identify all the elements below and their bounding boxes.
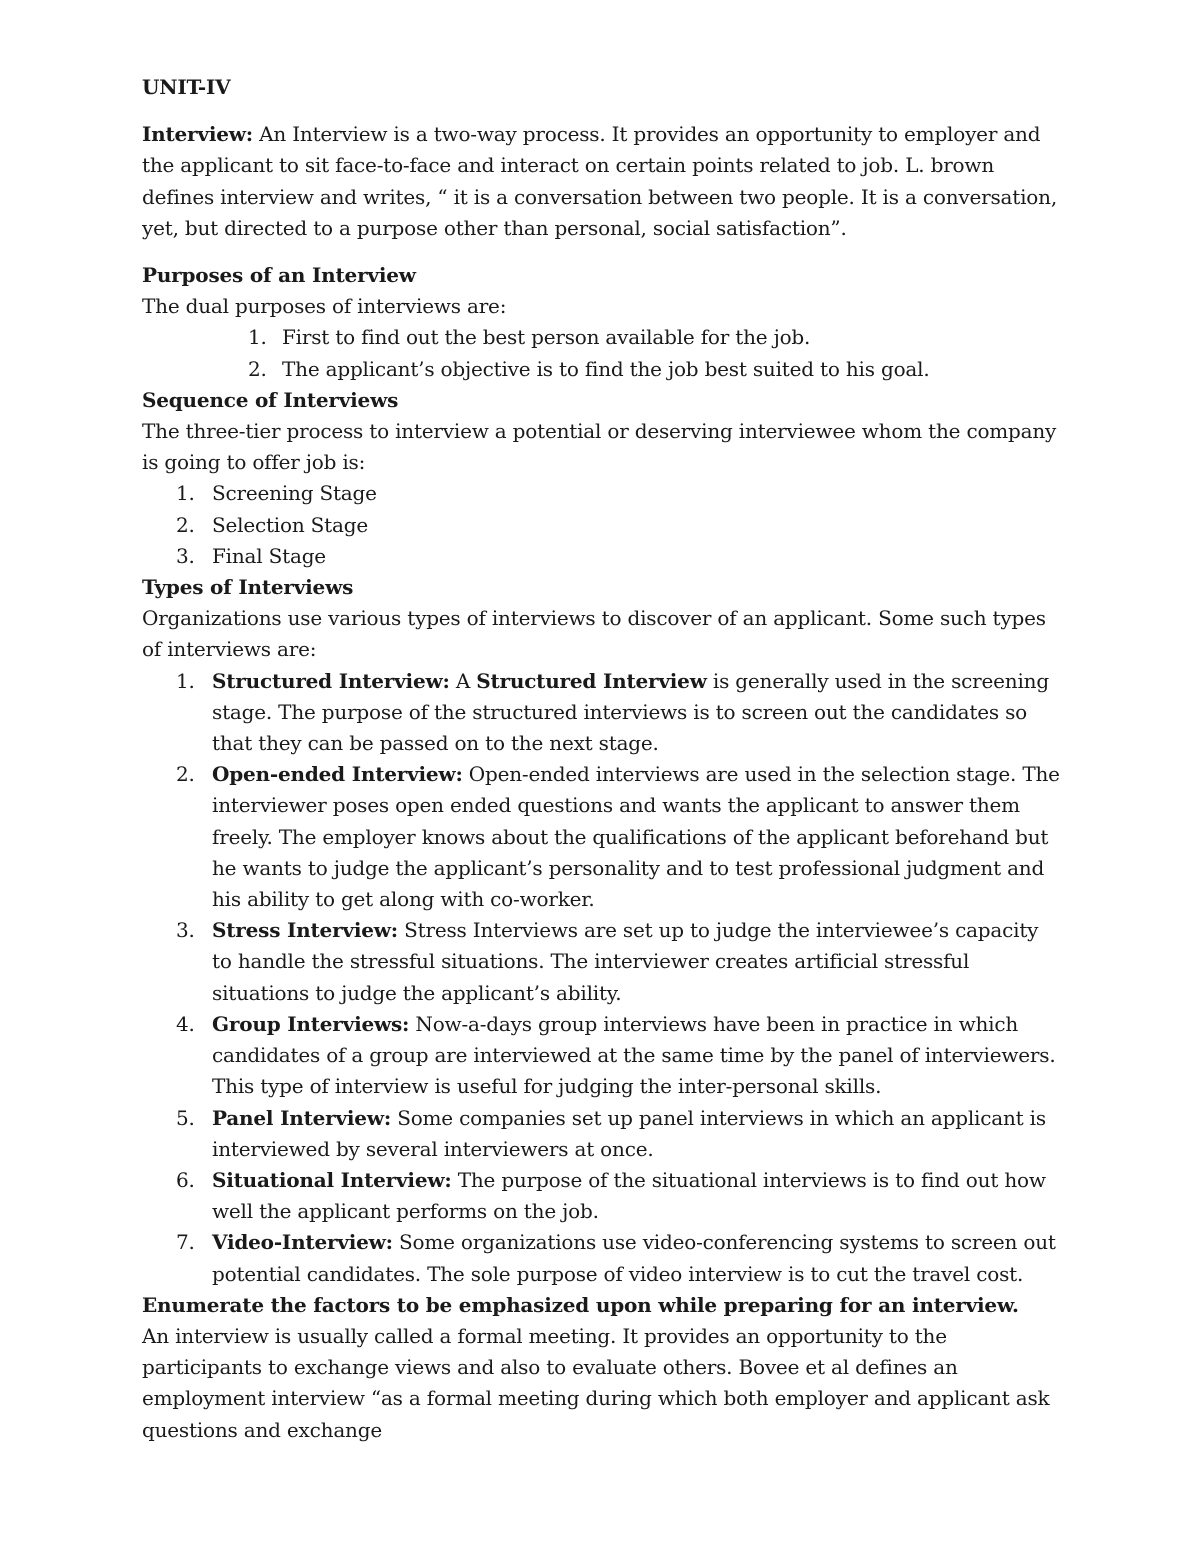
list-item (142, 322, 1062, 353)
list-term: Open-ended Interview: (212, 762, 463, 787)
list-text: Screening Stage (212, 481, 377, 506)
types-lead: Organizations use various types of interviews to discover of an applicant. Some such types of interviews are: (142, 606, 1046, 662)
sequence-lead: The three-tier process to interview a potential or deserving interviewee whom the company is going to offer job is: (142, 419, 1057, 475)
list-number: 2. (176, 512, 195, 537)
list-number: 7. (176, 1230, 195, 1255)
list-text: A (449, 668, 477, 693)
list-number: 1. (176, 668, 195, 693)
list-item (142, 759, 1062, 915)
list-item (142, 1165, 1062, 1227)
list-term: Stress Interview: (212, 918, 398, 943)
purposes-list (142, 322, 1062, 384)
enumerate-heading: Enumerate the factors to be emphasized upon while preparing for an interview. (142, 1292, 1019, 1317)
list-text: Final Stage (212, 543, 326, 568)
list-item (142, 1009, 1062, 1103)
list-text: Open-ended interviews are used in the selection stage. The interviewer poses open ended questions and wants the applicant to answer them freely. The employer knows about the qualifications of the applicant beforehand but he wants to judge the applicant’s personality and to test professional judgment and his ability to get along with co-worker. (212, 762, 1060, 912)
list-number: 1. (248, 325, 267, 350)
list-text: The applicant’s objective is to find the job best suited to his goal. (282, 356, 930, 381)
sequence-list (142, 478, 1062, 572)
list-term: Structured Interview: (212, 668, 450, 693)
list-number: 1. (176, 481, 195, 506)
types-list (142, 666, 1062, 1290)
enumerate-paragraph: An interview is usually called a formal meeting. It provides an opportunity to the participants to exchange views and also to evaluate others. Bovee et al defines an employment interview “as a formal meeting during which both employer and applicant ask questions and exchange (142, 1323, 1050, 1442)
list-term: Situational Interview: (212, 1167, 452, 1192)
intro-paragraph (142, 119, 1062, 244)
list-number: 2. (248, 356, 267, 381)
list-text: is generally used in the screening stage. The purpose of the structured interviews is to screen out the candidates so that they can be passed on to the next stage. (212, 668, 1049, 756)
list-text: Some companies set up panel interviews in which an applicant is interviewed by several interviewers at once. (212, 1105, 1046, 1161)
intro-text: An Interview is a two-way process. It provides an opportunity to employer and the applicant to sit face-to-face and interact on certain points related to job. L. brown defines interview and writes, “ it is a conversation between two people. It is a conversation, yet, but directed to a purpose other than personal, social satisfaction”. (142, 122, 1057, 240)
list-term: Video-Interview: (212, 1230, 393, 1255)
purposes-lead: The dual purposes of interviews are: (142, 294, 507, 319)
purposes-heading: Purposes of an Interview (142, 263, 416, 288)
list-number: 4. (176, 1011, 195, 1036)
list-number: 6. (176, 1167, 195, 1192)
list-item (142, 1103, 1062, 1165)
sequence-heading: Sequence of Interviews (142, 387, 399, 412)
types-heading: Types of Interviews (142, 575, 354, 600)
list-item (142, 666, 1062, 760)
list-item (142, 915, 1062, 1009)
list-text: First to find out the best person available for the job. (282, 325, 811, 350)
list-text: The purpose of the situational interviews is to find out how well the applicant performs on the job. (212, 1167, 1046, 1224)
list-item (142, 354, 1062, 385)
list-text: Now-a-days group interviews have been in practice in which candidates of a group are interviewed at the same time by the panel of interviewers. This type of interview is useful for judging the inter-personal skills. (212, 1011, 1056, 1099)
document-page (142, 72, 1062, 1446)
list-text: Stress Interviews are set up to judge the interviewee’s capacity to handle the stressful situations. The interviewer creates artificial stressful situations to judge the applicant’s ability. (212, 918, 1039, 1005)
list-number: 3. (176, 543, 195, 568)
list-term: Group Interviews: (212, 1011, 410, 1036)
list-text: Some organizations use video-conferencing systems to screen out potential candidates. The sole purpose of video interview is to cut the travel cost. (212, 1230, 1056, 1286)
list-item (142, 1227, 1062, 1289)
list-number: 2. (176, 762, 195, 787)
list-term: Structured Interview (476, 668, 707, 693)
list-number: 3. (176, 918, 195, 943)
list-text: Selection Stage (212, 512, 368, 537)
list-item (142, 541, 1062, 572)
page-title: UNIT-IV (142, 75, 231, 99)
list-item (142, 478, 1062, 509)
list-item (142, 510, 1062, 541)
intro-term: Interview: (142, 122, 253, 147)
list-term: Panel Interview: (212, 1105, 392, 1130)
list-number: 5. (176, 1105, 195, 1130)
